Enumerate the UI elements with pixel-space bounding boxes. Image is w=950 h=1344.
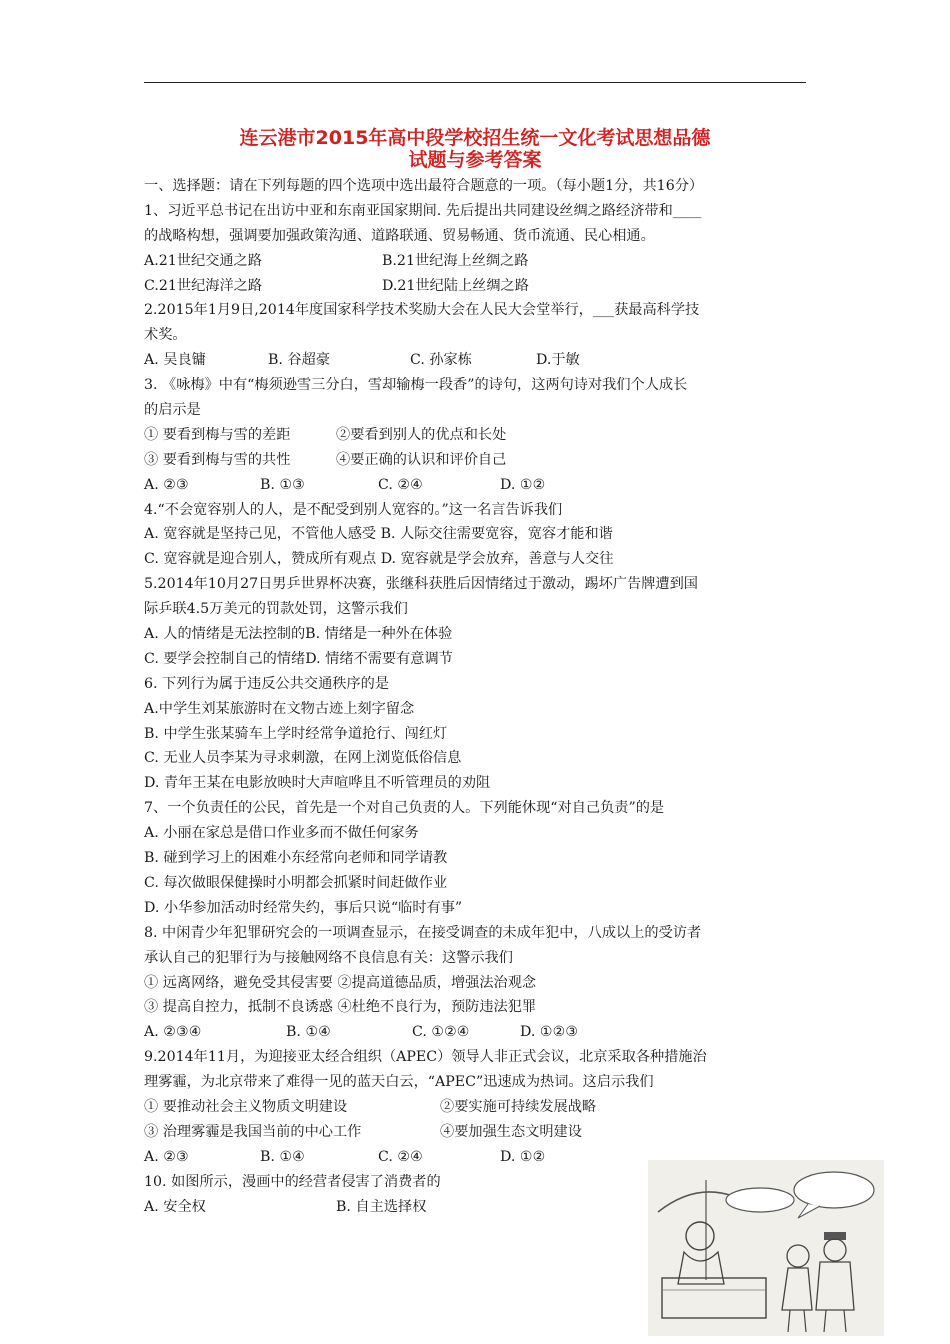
question-6-option-d: D. 青年王某在电影放映时大声喧哗且不听管理员的劝阻 xyxy=(144,775,491,792)
option-b: B. 自主选择权 xyxy=(336,1198,427,1215)
question-7-option-b: B. 碰到学习上的困难小东经常向老师和同学请教 xyxy=(144,850,448,867)
question-7-option-a: A. 小丽在家总是借口作业多而不做任何家务 xyxy=(144,825,419,842)
option-a: A. ②③ xyxy=(144,476,189,493)
option-a: A. ②③ xyxy=(144,1148,189,1165)
statement-4: ④要正确的认识和评价自己 xyxy=(336,451,507,468)
question-5-options-ab: A. 人的情绪是无法控制的B. 情绪是一种外在体验 xyxy=(144,626,453,643)
question-2-stem-cont: 术奖。 xyxy=(144,327,187,344)
question-5-options-cd: C. 要学会控制自己的情绪D. 情绪不需要有意调节 xyxy=(144,650,453,667)
statement-1: ① 要推动社会主义物质文明建设 xyxy=(144,1098,348,1115)
statement-1: ① 要看到梅与雪的差距 xyxy=(144,426,291,443)
option-d: D. ①② xyxy=(500,476,546,493)
statement-4: ④要加强生态文明建设 xyxy=(440,1123,582,1140)
option-a: A. 吴良镛 xyxy=(144,352,206,369)
option-c: C. ②④ xyxy=(378,476,423,493)
option-b: B. ①③ xyxy=(260,476,305,493)
option-c: C. ①②④ xyxy=(412,1024,470,1041)
option-a: A.21世纪交通之路 xyxy=(144,252,262,269)
question-6-stem: 6. 下列行为属于违反公共交通秩序的是 xyxy=(144,675,390,692)
header-rule xyxy=(144,82,806,83)
cartoon-sketch xyxy=(648,1160,884,1336)
statement-3: ③ 要看到梅与雪的共性 xyxy=(144,451,291,468)
question-9-stem-cont: 理雾霾，为北京带来了难得一见的蓝天白云，“APEC”迅速成为热词。这启示我们 xyxy=(144,1074,654,1091)
option-c: C.21世纪海洋之路 xyxy=(144,277,263,294)
option-b: B.21世纪海上丝绸之路 xyxy=(382,252,529,269)
statement-2: ②要看到别人的优点和长处 xyxy=(336,426,507,443)
question-2-options xyxy=(144,348,814,373)
option-b: B. ①④ xyxy=(260,1148,305,1165)
question-8-statements-12: ① 远离网络，避免受其侵害要 ②提高道德品质，增强法治观念 xyxy=(144,974,537,991)
question-8-statements-34: ③ 提高自控力，抵制不良诱惑 ④杜绝不良行为，预防违法犯罪 xyxy=(144,999,537,1016)
question-3-options xyxy=(144,473,814,498)
question-7-option-d: D. 小华参加活动时经常失约，事后只说“临时有事” xyxy=(144,899,463,916)
question-9-stem: 9.2014年11月，为迎接亚太经合组织（APEC）领导人非正式会议，北京采取各种措施治 xyxy=(144,1049,707,1066)
question-1-stem: 1、习近平总书记在出访中亚和东南亚国家期间. 先后提出共同建设丝绸之路经济带和____ xyxy=(144,202,702,219)
question-5-stem: 5.2014年10月27日男乒世界杯决赛，张继科获胜后因情绪过于激动，踢坏广告牌遭到国 xyxy=(144,576,698,593)
question-8-stem-cont: 承认自己的犯罪行为与接触网络不良信息有关：这警示我们 xyxy=(144,949,513,966)
question-1-options-ab xyxy=(144,249,814,274)
cartoon-illustration xyxy=(648,1160,884,1336)
question-7-stem: 7、一个负责任的公民，首先是一个对自己负责的人。下列能休现“对自己负责”的是 xyxy=(144,800,665,817)
option-b: B. 谷超豪 xyxy=(268,352,331,369)
option-c: C. ②④ xyxy=(378,1148,423,1165)
question-5-stem-cont: 际乒联4.5万美元的罚款处罚，这警示我们 xyxy=(144,601,408,618)
document-subtitle: 试题与参考答案 xyxy=(408,149,542,171)
option-a: A. 安全权 xyxy=(144,1198,206,1215)
option-d: D.于敏 xyxy=(536,352,580,369)
question-1-stem-cont: 的战略构想，强调要加强政策沟通、道路联通、贸易畅通、货币流通、民心相通。 xyxy=(144,227,655,244)
option-c: C. 孙家栋 xyxy=(410,352,472,369)
option-d: D. ①②③ xyxy=(520,1024,579,1041)
question-4-options-cd: C. 宽容就是迎合别人，赞成所有观点 D. 宽容就是学会放弃，善意与人交往 xyxy=(144,551,614,568)
question-3-statements-12 xyxy=(144,423,814,448)
question-3-statements-34 xyxy=(144,448,814,473)
document-title: 连云港市2015年高中段学校招生统一文化考试思想品德 xyxy=(239,127,711,149)
question-6-option-a: A.中学生刘某旅游时在文物古迹上刻字留念 xyxy=(144,700,415,717)
option-a: A. ②③④ xyxy=(144,1024,202,1041)
exam-content xyxy=(144,174,814,1219)
question-4-options-ab: A. 宽容就是坚持己见，不管他人感受 B. 人际交往需要宽容，宽容才能和谐 xyxy=(144,526,613,543)
statement-2: ②要实施可持续发展战略 xyxy=(440,1098,597,1115)
question-6-option-c: C. 无业人员李某为寻求刺激，在网上浏览低俗信息 xyxy=(144,750,462,767)
question-1-options-cd xyxy=(144,274,814,299)
question-4-stem: 4.“不会宽容别人的人，是不配受到别人宽容的。”这一名言告诉我们 xyxy=(144,501,563,518)
section-heading: 一、选择题：请在下列每题的四个选项中选出最符合题意的一项。（每小题1分，共16分） xyxy=(144,178,704,194)
question-9-statements-12 xyxy=(144,1095,814,1120)
option-d: D.21世纪陆上丝绸之路 xyxy=(382,277,529,294)
option-b: B. ①④ xyxy=(286,1024,331,1041)
question-9-statements-34 xyxy=(144,1120,814,1145)
question-3-stem: 3. 《咏梅》中有“梅须逊雪三分白，雪却输梅一段香”的诗句，这两句诗对我们个人成长 xyxy=(144,377,688,394)
question-10-stem: 10. 如图所示，漫画中的经营者侵害了消费者的 xyxy=(144,1173,441,1190)
question-6-option-b: B. 中学生张某骑车上学时经常争道抢行、闯红灯 xyxy=(144,725,448,742)
question-8-stem: 8. 中闲青少年犯罪研究会的一项调查显示，在接受调查的未成年犯中，八成以上的受访者 xyxy=(144,924,702,941)
question-2-stem: 2.2015年1月9日,2014年度国家科学技术奖励大会在人民大会堂举行，___获最高科学技 xyxy=(144,302,700,319)
statement-3: ③ 治理雾霾是我国当前的中心工作 xyxy=(144,1123,362,1140)
question-7-option-c: C. 每次做眼保健操时小明都会抓紧时间赶做作业 xyxy=(144,874,448,891)
question-8-options xyxy=(144,1020,814,1045)
option-d: D. ①② xyxy=(500,1148,546,1165)
question-3-stem-cont: 的启示是 xyxy=(144,402,201,419)
